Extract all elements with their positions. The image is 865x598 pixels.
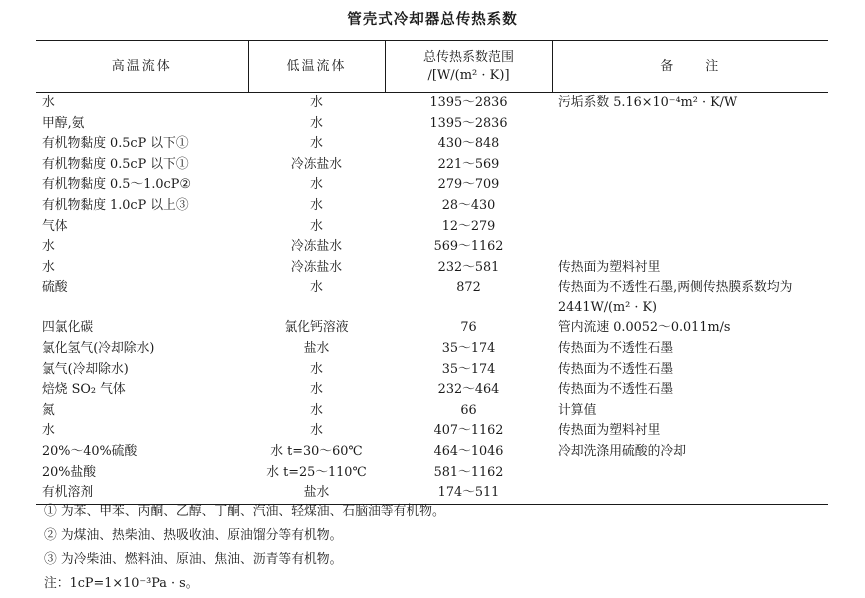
cell-k: 581～1162: [433, 464, 504, 480]
cell-k: 464～1046: [433, 443, 504, 459]
header-k-range-line1: 总传热系数范围: [422, 49, 514, 65]
cell-cold: 氯化钙溶液: [284, 320, 349, 336]
cell-cold: 水: [310, 218, 323, 234]
cell-cold: 盐水: [303, 340, 330, 356]
cell-hot: 20%～40%硫酸: [42, 443, 138, 459]
header-row: [36, 41, 828, 93]
cell-remark: 传热面为不透性石墨: [558, 361, 674, 377]
table-row: [36, 217, 828, 238]
cell-cold: 冷冻盐水: [290, 239, 343, 255]
table-body: [36, 93, 828, 505]
cell-cold: 水: [310, 423, 323, 439]
cell-hot: 有机物黏度 0.5～1.0cP②: [42, 177, 191, 193]
cell-remark: 管内流速 0.0052～0.011m/s: [558, 320, 731, 336]
cell-remark: 传热面为塑料衬里: [558, 423, 661, 439]
cell-cold: 水 t=30～60℃: [270, 443, 363, 459]
cell-remark: [552, 483, 828, 504]
table-row: [36, 258, 828, 279]
cell-hot: 四氯化碳: [42, 320, 94, 336]
cell-cold: 水: [310, 115, 323, 131]
cell-remark: [552, 196, 828, 217]
header-k-range: [385, 41, 552, 93]
table-row: [36, 463, 828, 484]
cell-remark: [552, 155, 828, 176]
cell-cold: 水 t=25～110℃: [266, 464, 367, 480]
cell-k: 569～1162: [433, 239, 504, 255]
table-row: [36, 278, 828, 318]
cell-hot: 有机物黏度 0.5cP 以下①: [42, 156, 189, 172]
table-row: [36, 339, 828, 360]
cell-hot: 焙烧 SO₂ 气体: [42, 382, 126, 398]
cell-k: 1395～2836: [429, 115, 508, 131]
header-cold-fluid: 低温流体: [248, 41, 385, 93]
cell-k: 66: [460, 402, 477, 418]
cell-remark: [552, 217, 828, 238]
cell-cold: 冷冻盐水: [290, 259, 343, 275]
cell-remark: [552, 114, 828, 135]
header-k-range-line2: /[W/(m² · K)]: [427, 67, 510, 83]
cell-k: 35～174: [441, 361, 496, 377]
cell-k: 279～709: [437, 177, 500, 193]
table-row: [36, 134, 828, 155]
table-row: [36, 401, 828, 422]
table-row: [36, 442, 828, 463]
cell-remark: 传热面为不透性石墨,两侧传热膜系数均为 2441W/(m² · K): [558, 280, 793, 316]
cell-hot: 20%盐酸: [42, 464, 97, 480]
footnote-1: ① 为苯、甲苯、丙酮、乙醇、丁酮、汽油、轻煤油、石脑油等有机物。: [44, 504, 445, 519]
cell-k: 76: [460, 320, 477, 336]
cell-k: 28～430: [441, 197, 496, 213]
table-row: [36, 196, 828, 217]
cell-remark: 传热面为不透性石墨: [558, 382, 674, 398]
table-row: [36, 360, 828, 381]
cell-cold: 水: [310, 402, 323, 418]
cell-hot: 有机物黏度 0.5cP 以下①: [42, 136, 189, 152]
cell-cold: 水: [310, 280, 323, 296]
table-row: [36, 175, 828, 196]
cell-k: 12～279: [441, 218, 496, 234]
cell-remark: 冷却洗涤用硫酸的冷却: [558, 443, 686, 459]
footnote-2: ② 为煤油、热柴油、热吸收油、原油馏分等有机物。: [44, 528, 343, 543]
footnote-unit: 注：1cP=1×10⁻³Pa · s。: [44, 576, 199, 591]
footnote-3: ③ 为冷柴油、燃料油、原油、焦油、沥青等有机物。: [44, 552, 343, 567]
cell-remark: [552, 237, 828, 258]
cell-remark: 传热面为不透性石墨: [558, 340, 674, 356]
cell-remark: [552, 175, 828, 196]
table-title: 管壳式冷却器总传热系数: [347, 12, 518, 28]
table-row: [36, 318, 828, 339]
table-row: [36, 421, 828, 442]
cell-k: 232～464: [437, 382, 500, 398]
cell-hot: 气体: [42, 218, 68, 234]
cell-hot: 甲醇,氨: [42, 115, 85, 131]
cell-hot: 水: [42, 95, 55, 110]
cell-cold: 水: [310, 197, 323, 213]
cell-cold: 水: [310, 95, 323, 110]
cell-remark: [552, 463, 828, 484]
cell-hot: 水: [42, 239, 55, 255]
cell-hot: 氯气(冷却除水): [42, 361, 129, 377]
cell-cold: 水: [310, 361, 323, 377]
cell-k: 872: [456, 280, 481, 296]
cell-cold: 水: [310, 382, 323, 398]
cell-hot: 有机物黏度 1.0cP 以上③: [42, 197, 189, 213]
cell-k: 232～581: [437, 259, 500, 275]
cell-hot: 水: [42, 259, 55, 275]
cell-k: 1395～2836: [429, 95, 508, 110]
cell-remark: 计算值: [558, 402, 597, 418]
cell-hot: 水: [42, 423, 55, 439]
table-row: [36, 93, 828, 114]
table-row: [36, 237, 828, 258]
cell-k: 174～511: [385, 483, 552, 504]
cell-cold: 盐水: [248, 483, 385, 504]
footnotes: [44, 500, 445, 596]
cell-remark: 污垢系数 5.16×10⁻⁴m² · K/W: [558, 95, 738, 110]
cell-cold: 冷冻盐水: [290, 156, 343, 172]
cell-k: 35～174: [441, 340, 496, 356]
cell-hot: 氯化氢气(冷却除水): [42, 340, 155, 356]
cell-k: 430～848: [437, 136, 500, 152]
cell-k: 221～569: [437, 156, 500, 172]
table-row: [36, 380, 828, 401]
cell-hot: 氮: [42, 402, 55, 418]
table-row: [36, 155, 828, 176]
cell-k: 407～1162: [433, 423, 504, 439]
cell-hot: 有机溶剂: [36, 483, 248, 504]
header-hot-fluid: 高温流体: [36, 41, 248, 93]
heat-transfer-table: [36, 40, 828, 505]
cell-cold: 水: [310, 177, 323, 193]
header-remark: 备 注: [552, 41, 828, 93]
cell-remark: [552, 134, 828, 155]
cell-hot: 硫酸: [42, 280, 68, 296]
table-row: [36, 114, 828, 135]
cell-cold: 水: [310, 136, 323, 152]
cell-remark: 传热面为塑料衬里: [558, 259, 661, 275]
